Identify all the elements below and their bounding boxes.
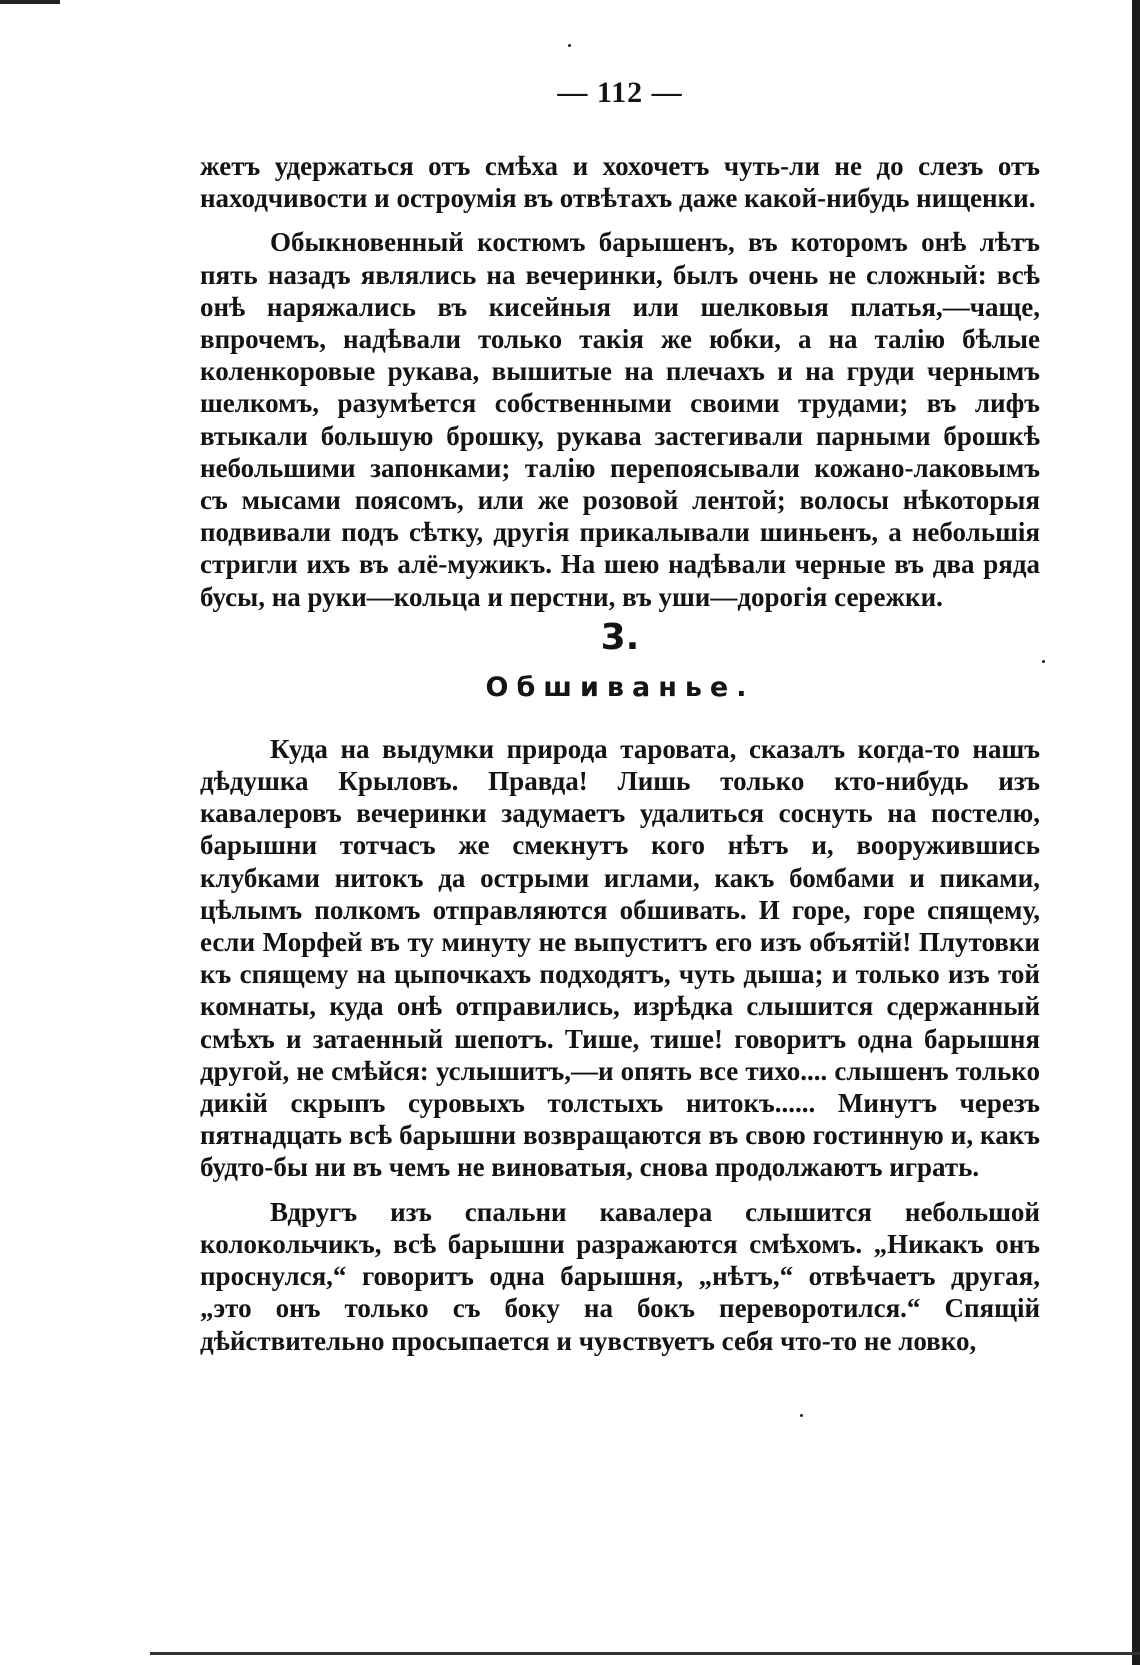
paragraph-continued: жетъ удержаться отъ смѣха и хохочетъ чуть-ли не до слезъ отъ находчивости и остроумія въ отвѣтахъ даже какой-нибудь нищенки. — [200, 151, 1040, 214]
page-number: — 112 — — [557, 76, 683, 109]
paragraph-costume: Обыкновенный костюмъ барышенъ, въ которомъ онѣ лѣтъ пять назадъ являлись на вечеринки, былъ очень не сложный: всѣ онѣ наряжались въ кисейныя или шелковыя платья,—чаще, впрочемъ, надѣвали только такія же юбки, а на талію бѣлые коленкоровые рукава, вышитые на плечахъ и на груди чернымъ шелкомъ, разумѣется собственными своими трудами; въ лифъ втыкали большую брошку, рукава застегивали парными брошкѣ небольшими запонками; талію перепоясывали кожано-лаковымъ съ мысами поясомъ, или же розовой лентой; волосы нѣкоторыя подвивали подъ сѣтку, другія прикалывали шиньенъ, а небольшія стригли ихъ въ алё-мужикъ. На шею надѣвали черные въ два ряда бусы, на руки—кольца и перстни, въ уши—дорогія сережки. — [200, 227, 1040, 612]
section-number: 3. — [600, 616, 640, 658]
book-page — [200, 76, 1040, 1357]
paragraph-bell: Вдругъ изъ спальни кавалера слышится небольшой колокольчикъ, всѣ барышни разражаются смѣхомъ. „Никакъ онъ проснулся,“ говоритъ одна барышня, „нѣтъ,“ отвѣчаетъ другая, „это онъ только съ боку на бокъ переворотился.“ Спящій дѣйствительно просыпается и чувствуетъ себя что-то не ловко, — [200, 1196, 1040, 1356]
section-title: Обшиванье. — [485, 671, 755, 703]
ink-speck — [1042, 660, 1045, 663]
scan-edge-right — [1132, 0, 1140, 1665]
paragraph-sewing: Куда на выдумки природа таровата, сказалъ когда-то нашъ дѣдушка Крыловъ. Правда! Лишь только кто-нибудь изъ кавалеровъ вечеринки задумаетъ удалиться соснуть на постелю, барышни тотчасъ же смекнутъ кого нѣтъ и, вооружившись клубками нитокъ да острыми иглами, какъ бомбами и пиками, цѣлымъ полкомъ отправляются обшивать. И горе, горе спящему, если Морфей въ ту минуту не выпуститъ его изъ объятій! Плутовки къ спящему на цыпочкахъ подходятъ, чуть дыша; и только изъ той комнаты, куда онѣ отправились, изрѣдка слышится сдержанный смѣхъ и затаенный шепотъ. Тише, тише! говоритъ одна барышня другой, не смѣйся: услышитъ,—и опять все тихо.... слышенъ только дикій скрыпъ суровыхъ толстыхъ нитокъ...... Минутъ черезъ пятнадцать всѣ барышни возвращаются въ свою гостинную и, какъ будто-бы ни въ чемъ не виноватыя, снова продолжаютъ играть. — [200, 733, 1040, 1183]
ink-speck — [800, 1414, 803, 1417]
scan-edge-bottom — [150, 1652, 1140, 1655]
ink-speck — [568, 44, 571, 47]
scan-edge-top — [0, 0, 60, 4]
